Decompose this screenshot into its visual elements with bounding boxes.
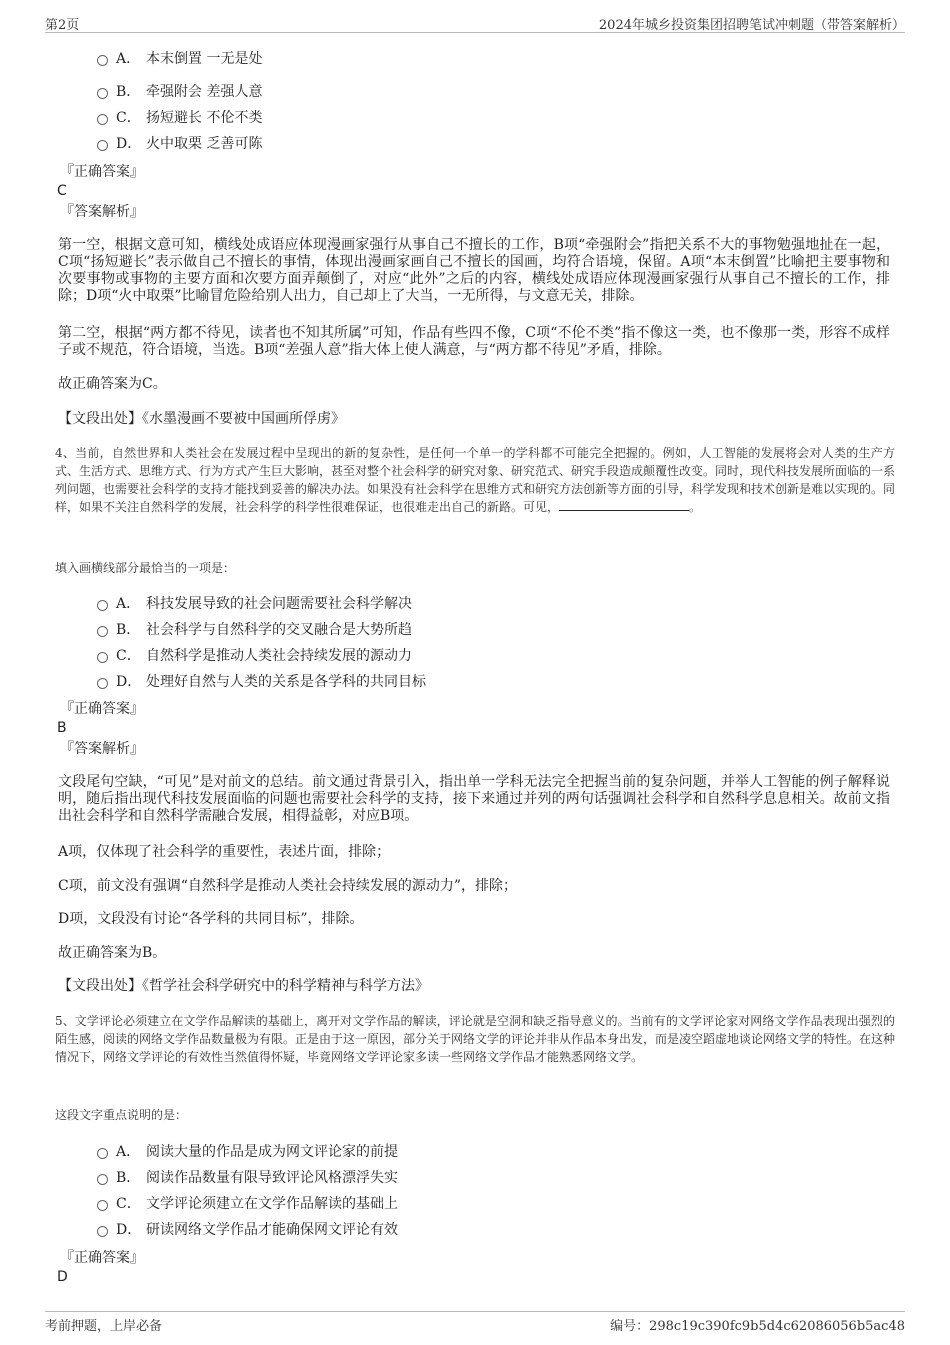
q5-option-d[interactable]: D． 研读网络文学作品才能确保网文评论有效: [97, 1221, 398, 1239]
analysis-paragraph: D项，文段没有讨论“各学科的共同目标”，排除。: [58, 911, 364, 927]
q3-option-c[interactable]: C． 扬短避长 不伦不类: [97, 109, 262, 127]
answer-label: 『正确答案』: [60, 164, 144, 180]
footer-slogan: 考前押题，上岸必备: [45, 1319, 163, 1334]
analysis-conclusion: 故正确答案为C。: [58, 376, 167, 392]
radio-icon[interactable]: [97, 55, 108, 66]
q5-option-b[interactable]: B． 阅读作品数量有限导致评论风格漂浮失实: [97, 1169, 398, 1187]
radio-icon[interactable]: [97, 88, 108, 99]
question-prompt: 填入画横线部分最恰当的一项是：: [55, 561, 236, 575]
radio-icon[interactable]: [97, 1174, 108, 1185]
answer-label: 『正确答案』: [60, 1250, 144, 1266]
answer-label: 『正确答案』: [60, 701, 144, 717]
page-footer: [45, 1311, 905, 1335]
fill-blank: [559, 498, 689, 511]
radio-icon[interactable]: [97, 1200, 108, 1211]
document-code: 编号：298c19c390fc9b5d4c62086056b5ac48: [610, 1319, 905, 1334]
radio-icon[interactable]: [97, 626, 108, 637]
question-stem: 5、文学评论必须建立在文学作品解读的基础上，离开对文学作品的解读，评论就是空洞和缺乏指导意义的。当前有的文学评论家对网络文学作品表现出强烈的陌生感，阅读的网络文学作品数量极为有限。正是由于这一原因，部分关于网络文学的评论并非从作品本身出发，而是凌空蹈虚地谈论网络文学的特性。在这种情况下，网络文学评论的有效性当然值得怀疑，毕竟网络文学评论家多读一些网络文学作品才能熟悉网络文学。: [55, 1014, 896, 1064]
analysis-paragraph: A项，仅体现了社会科学的重要性，表述片面，排除；: [58, 844, 391, 860]
analysis-label: 『答案解析』: [60, 741, 144, 757]
q3-option-a[interactable]: A． 本末倒置 一无是处: [97, 50, 262, 68]
q5-option-c[interactable]: C． 文学评论须建立在文学作品解读的基础上: [97, 1195, 398, 1213]
source-citation: 【文段出处】《哲学社会科学研究中的科学精神与科学方法》: [58, 978, 429, 994]
analysis-conclusion: 故正确答案为B。: [58, 945, 167, 961]
correct-answer: C: [57, 183, 67, 199]
radio-icon[interactable]: [97, 600, 108, 611]
radio-icon[interactable]: [97, 140, 108, 151]
q4-option-c[interactable]: C． 自然科学是推动人类社会持续发展的源动力: [97, 647, 412, 665]
document-title: 2024年城乡投资集团招聘笔试冲刺题（带答案解析）: [598, 18, 905, 33]
q4-option-b[interactable]: B． 社会科学与自然科学的交叉融合是大势所趋: [97, 621, 412, 639]
q3-option-d[interactable]: D． 火中取栗 乏善可陈: [97, 135, 262, 153]
page-number: 第2页: [45, 18, 80, 33]
radio-icon[interactable]: [97, 1148, 108, 1159]
analysis-paragraph: 第二空，根据“两方都不待见，读者也不知其所属”可知，作品有些四不像，C项“不伦不类”指不像这一类，也不像那一类，形容不成样子或不规范，符合语境，当选。B项“差强人意”指大体上使人满意，与“两方都不待见”矛盾，排除。: [58, 325, 890, 358]
analysis-paragraph: C项，前文没有强调“自然科学是推动人类社会持续发展的源动力”，排除；: [58, 878, 518, 894]
q5-option-a[interactable]: A． 阅读大量的作品是成为网文评论家的前提: [97, 1143, 398, 1161]
analysis-paragraph: 第一空，根据文意可知，横线处成语应体现漫画家强行从事自己不擅长的工作，B项“牵强附会”指把关系不大的事物勉强地扯在一起，C项“扬短避长”表示做自己不擅长的事情，体现出漫画家画自己不擅长的国画，均符合语境，保留。A项“本末倒置”比喻把主要事物和次要事物或事物的主要方面和次要方面弄颠倒了，对应“此外”之后的内容，横线处成语应体现漫画家强行从事自己不擅长的工作，排除；D项“火中取栗”比喻冒危险给别人出力，自己却上了大当，一无所得，与文意无关，排除。: [58, 237, 890, 304]
q4-option-d[interactable]: D． 处理好自然与人类的关系是各学科的共同目标: [97, 673, 426, 691]
page-header: [45, 12, 905, 33]
q3-option-b[interactable]: B． 牵强附会 差强人意: [97, 83, 262, 101]
radio-icon[interactable]: [97, 114, 108, 125]
radio-icon[interactable]: [97, 678, 108, 689]
q4-option-a[interactable]: A． 科技发展导致的社会问题需要社会科学解决: [97, 595, 412, 613]
source-citation: 【文段出处】《水墨漫画不要被中国画所俘虏》: [58, 411, 345, 427]
correct-answer: B: [57, 720, 67, 736]
correct-answer: D: [57, 1269, 68, 1285]
question-stem: 4、当前，自然世界和人类社会在发展过程中呈现出的新的复杂性，是任何一个单一的学科都不可能完全把握的。例如，人工智能的发展将会对人类的生产方式、生活方式、思维方式、行为方式产生巨大影响，甚至对整个社会科学的研究对象、研究范式、研究手段造成颠覆性改变。同时，现代科技发展所面临的一系列问题，也需要社会科学的支持才能找到妥善的解决办法。如果没有社会科学在思维方式和研究方法创新等方面的引导，科学发现和技术创新是难以实现的。同样，如果不关注自然科学的发展，社会科学的科学性很难保证，也很难走出自己的新路。可见， 。: [55, 446, 896, 514]
analysis-label: 『答案解析』: [60, 204, 144, 220]
analysis-paragraph: 文段尾句空缺，“可见”是对前文的总结。前文通过背景引入，指出单一学科无法完全把握当前的复杂问题，并举人工智能的例子解释说明，随后指出现代科技发展面临的问题也需要社会科学的支持，接下来通过并列的两句话强调社会科学和自然科学息息相关。故前文指出社会科学和自然科学需融合发展，相得益彰，对应B项。: [58, 774, 890, 824]
question-prompt: 这段文字重点说明的是：: [55, 1108, 188, 1122]
radio-icon[interactable]: [97, 1226, 108, 1237]
radio-icon[interactable]: [97, 652, 108, 663]
